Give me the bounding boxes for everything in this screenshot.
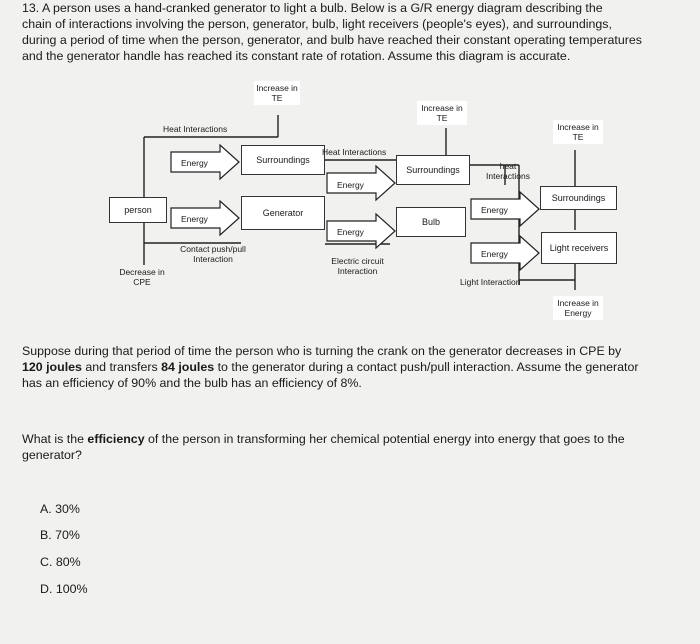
heat-interactions-label-1: Heat Interactions — [163, 124, 228, 134]
heat-interactions-label-2: Heat Interactions — [322, 147, 387, 157]
suppose-line-3: has an efficiency of 90% and the bulb has an efficiency of 8%. — [22, 376, 362, 390]
problem-line-3: during a period of time when the person, generator, and bulb have reached their constant operating temperatures — [22, 33, 642, 47]
increase-energy-label: Increase in Energy — [553, 296, 603, 320]
energy-label-1: Energy — [181, 158, 208, 168]
energy-label-6: Energy — [481, 249, 508, 259]
light-receivers-box: Light receivers — [541, 232, 617, 264]
suppose-line-2: 120 joules and transfers 84 joules to the generator during a contact push/pull interaction. Assume the generator — [22, 360, 639, 374]
surroundings-box-2: Surroundings — [396, 155, 470, 185]
bulb-box: Bulb — [396, 207, 466, 237]
transfer-value: 84 joules — [161, 360, 215, 374]
efficiency-keyword: efficiency — [87, 432, 145, 446]
choice-d[interactable]: D. 100% — [40, 582, 88, 596]
increase-te-label-1: Increase in TE — [254, 81, 300, 105]
energy-label-5: Energy — [481, 205, 508, 215]
increase-te-label-3: Increase in TE — [553, 120, 603, 144]
generator-box: Generator — [241, 196, 325, 230]
suppose-line-1: Suppose during that period of time the person who is turning the crank on the generator decreases in CPE by — [22, 344, 622, 358]
question-line-2: generator? — [22, 448, 82, 462]
choice-b[interactable]: B. 70% — [40, 528, 80, 542]
surroundings-box-1: Surroundings — [241, 145, 325, 175]
surroundings-box-3: Surroundings — [540, 186, 617, 210]
electric-circuit-label: Electric circuit Interaction — [331, 256, 384, 276]
energy-label-3: Energy — [337, 180, 364, 190]
question-line-1: What is the efficiency of the person in transforming her chemical potential energy into energy that goes to the — [22, 432, 625, 446]
choice-c[interactable]: C. 80% — [40, 555, 81, 569]
energy-label-2: Energy — [181, 214, 208, 224]
energy-label-4: Energy — [337, 227, 364, 237]
problem-line-4: and the generator handle has reached its constant rate of rotation. Assume this diagram is accurate. — [22, 49, 571, 63]
heat-interactions-label-3: heat Interactions — [486, 161, 530, 181]
problem-line-1: 13. A person uses a hand-cranked generator to light a bulb. Below is a G/R energy diagram describing the — [22, 1, 603, 15]
decrease-cpe-label: Decrease in CPE — [119, 267, 165, 287]
light-interaction-label: Light Interaction — [460, 277, 521, 287]
person-box: person — [109, 197, 167, 223]
increase-te-label-2: Increase in TE — [417, 101, 467, 125]
contact-interaction-label: Contact push/pull Interaction — [180, 244, 246, 264]
choice-a[interactable]: A. 30% — [40, 502, 80, 516]
cpe-decrease-value: 120 joules — [22, 360, 82, 374]
problem-line-2: chain of interactions involving the person, generator, bulb, light receivers (people's eyes), and surroundings, — [22, 17, 612, 31]
